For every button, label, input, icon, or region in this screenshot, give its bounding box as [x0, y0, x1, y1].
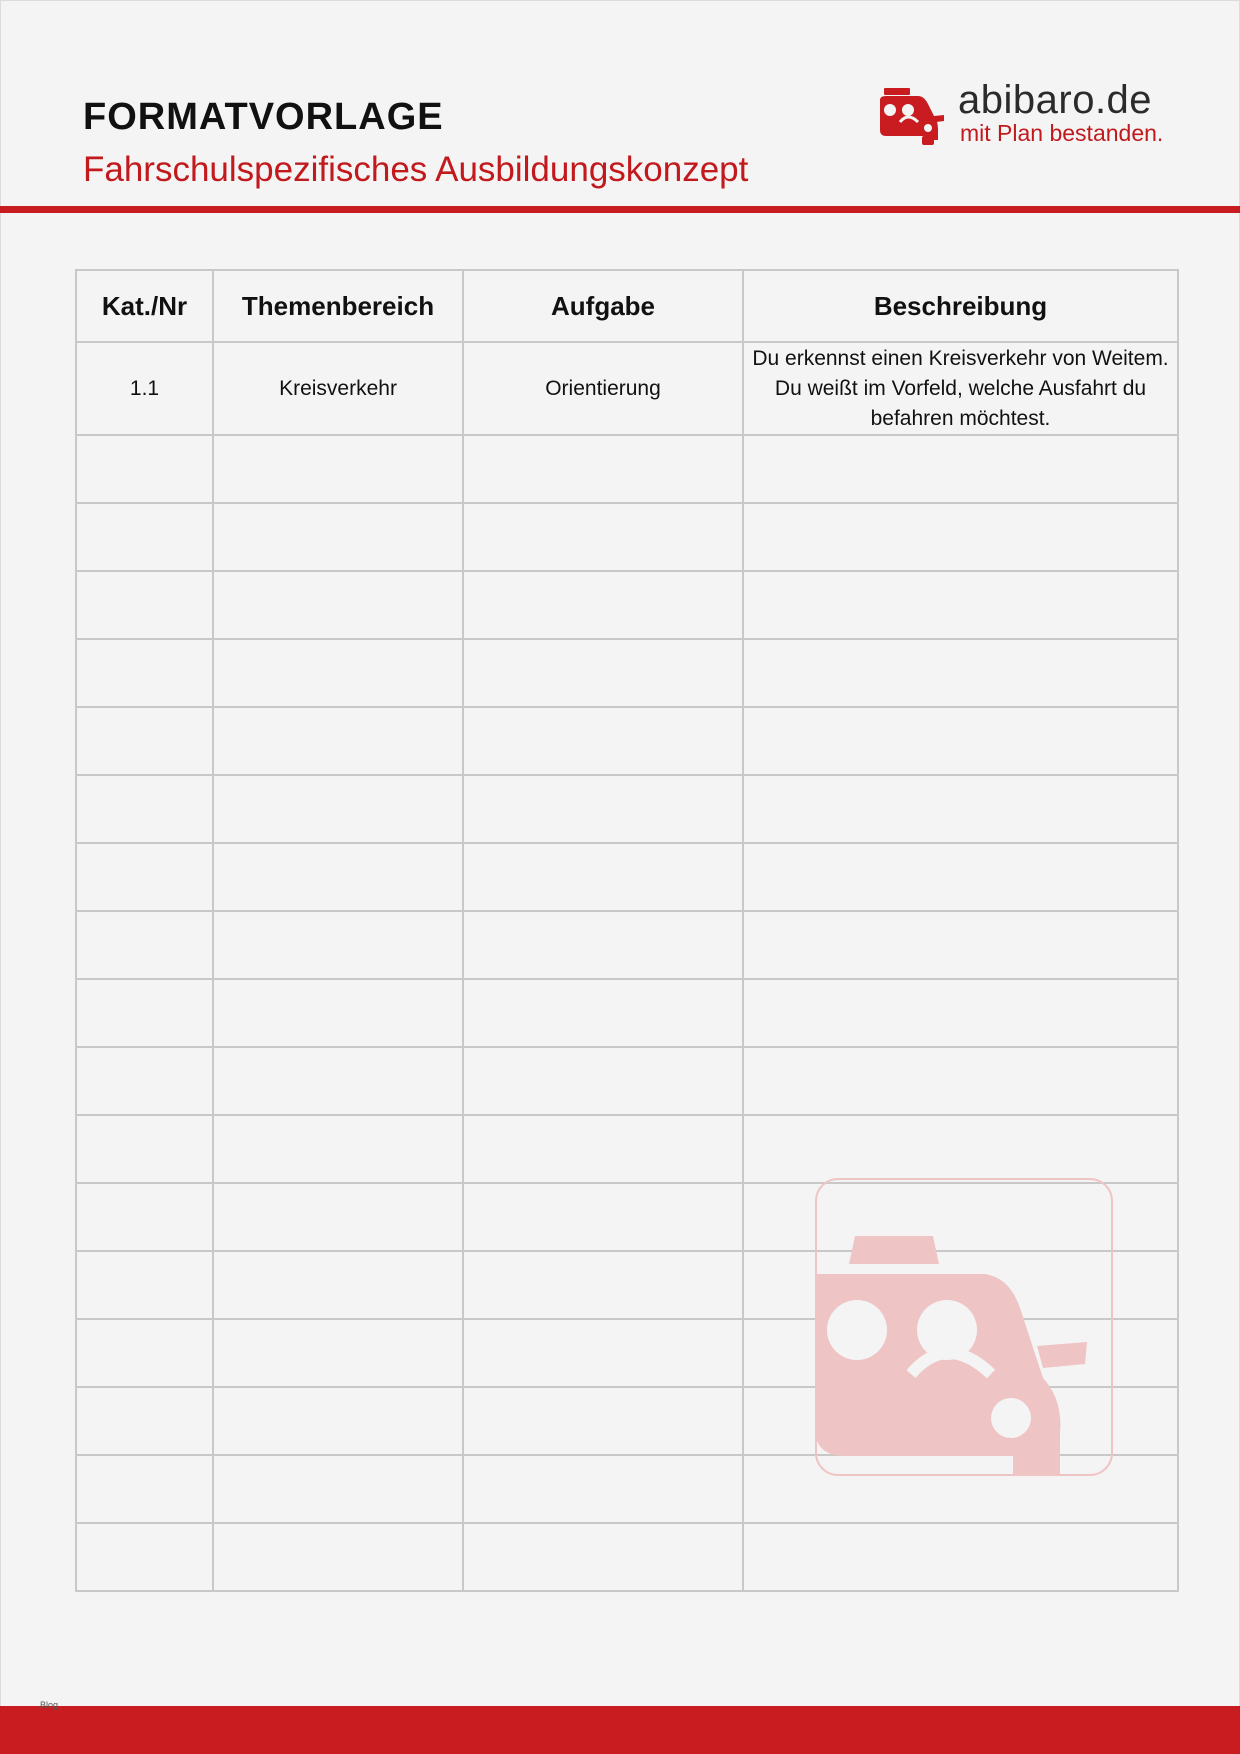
table-row — [76, 1115, 1178, 1183]
table-row — [76, 571, 1178, 639]
cell-beschreibung[interactable]: Du erkennst einen Kreisverkehr von Weitem. Du weißt im Vorfeld, welche Ausfahrt du befahren möchtest. — [743, 342, 1178, 435]
car-icon — [878, 86, 946, 146]
cell-aufgabe[interactable] — [463, 435, 743, 503]
cell-kat-nr[interactable] — [76, 639, 213, 707]
cell-kat-nr[interactable] — [76, 911, 213, 979]
cell-beschreibung[interactable] — [743, 707, 1178, 775]
cell-themenbereich[interactable] — [213, 503, 463, 571]
cell-aufgabe[interactable] — [463, 911, 743, 979]
table-row — [76, 435, 1178, 503]
footer-note: Blog — [40, 1700, 59, 1710]
cell-kat-nr[interactable] — [76, 435, 213, 503]
table-header-row — [76, 270, 1178, 342]
cell-aufgabe[interactable]: Orientierung — [463, 342, 743, 435]
cell-beschreibung[interactable] — [743, 1455, 1178, 1523]
cell-themenbereich[interactable] — [213, 571, 463, 639]
cell-kat-nr[interactable] — [76, 1115, 213, 1183]
cell-kat-nr[interactable] — [76, 1387, 213, 1455]
cell-beschreibung[interactable] — [743, 435, 1178, 503]
cell-aufgabe[interactable] — [463, 639, 743, 707]
table-row — [76, 1183, 1178, 1251]
cell-kat-nr[interactable] — [76, 775, 213, 843]
page-subtitle: Fahrschulspezifisches Ausbildungskonzept — [83, 150, 749, 189]
table-row — [76, 1319, 1178, 1387]
brand-logo[interactable] — [878, 78, 1178, 148]
cell-beschreibung[interactable] — [743, 911, 1178, 979]
cell-aufgabe[interactable] — [463, 1523, 743, 1591]
cell-beschreibung[interactable] — [743, 503, 1178, 571]
cell-themenbereich[interactable] — [213, 843, 463, 911]
cell-kat-nr[interactable]: 1.1 — [76, 342, 213, 435]
column-header-themenbereich: Themenbereich — [213, 270, 463, 342]
cell-aufgabe[interactable] — [463, 979, 743, 1047]
cell-aufgabe[interactable] — [463, 707, 743, 775]
cell-kat-nr[interactable] — [76, 1047, 213, 1115]
table-row — [76, 979, 1178, 1047]
footer-bar — [0, 1706, 1240, 1754]
table-row — [76, 639, 1178, 707]
table-row — [76, 707, 1178, 775]
page-title: FORMATVORLAGE — [83, 96, 444, 138]
cell-beschreibung[interactable] — [743, 1115, 1178, 1183]
cell-themenbereich[interactable] — [213, 1319, 463, 1387]
training-concept-table — [75, 269, 1179, 1592]
cell-themenbereich[interactable] — [213, 707, 463, 775]
cell-themenbereich[interactable] — [213, 639, 463, 707]
cell-themenbereich[interactable] — [213, 1115, 463, 1183]
cell-kat-nr[interactable] — [76, 571, 213, 639]
cell-themenbereich[interactable] — [213, 1387, 463, 1455]
cell-kat-nr[interactable] — [76, 843, 213, 911]
cell-beschreibung[interactable] — [743, 1523, 1178, 1591]
cell-kat-nr[interactable] — [76, 1523, 213, 1591]
cell-themenbereich[interactable] — [213, 1047, 463, 1115]
cell-aufgabe[interactable] — [463, 503, 743, 571]
table-row — [76, 503, 1178, 571]
cell-aufgabe[interactable] — [463, 1183, 743, 1251]
cell-aufgabe[interactable] — [463, 1047, 743, 1115]
cell-aufgabe[interactable] — [463, 1115, 743, 1183]
cell-beschreibung[interactable] — [743, 571, 1178, 639]
cell-kat-nr[interactable] — [76, 1455, 213, 1523]
cell-themenbereich[interactable] — [213, 911, 463, 979]
cell-beschreibung[interactable] — [743, 1183, 1178, 1251]
cell-kat-nr[interactable] — [76, 503, 213, 571]
column-header-beschreibung: Beschreibung — [743, 270, 1178, 342]
cell-beschreibung[interactable] — [743, 979, 1178, 1047]
cell-beschreibung[interactable] — [743, 1047, 1178, 1115]
cell-beschreibung[interactable] — [743, 1387, 1178, 1455]
cell-aufgabe[interactable] — [463, 775, 743, 843]
logo-name: abibaro.de — [958, 78, 1153, 122]
cell-themenbereich[interactable] — [213, 775, 463, 843]
cell-aufgabe[interactable] — [463, 1251, 743, 1319]
cell-themenbereich[interactable] — [213, 1251, 463, 1319]
cell-beschreibung[interactable] — [743, 843, 1178, 911]
table-row — [76, 1455, 1178, 1523]
column-header-kat-nr: Kat./Nr — [76, 270, 213, 342]
table-row — [76, 1523, 1178, 1591]
cell-beschreibung[interactable] — [743, 639, 1178, 707]
cell-themenbereich[interactable]: Kreisverkehr — [213, 342, 463, 435]
table-row — [76, 843, 1178, 911]
cell-aufgabe[interactable] — [463, 1455, 743, 1523]
cell-aufgabe[interactable] — [463, 1319, 743, 1387]
cell-themenbereich[interactable] — [213, 1455, 463, 1523]
cell-aufgabe[interactable] — [463, 1387, 743, 1455]
table-row — [76, 1387, 1178, 1455]
header-divider — [0, 206, 1240, 213]
cell-aufgabe[interactable] — [463, 843, 743, 911]
cell-themenbereich[interactable] — [213, 1523, 463, 1591]
table-row — [76, 1047, 1178, 1115]
cell-aufgabe[interactable] — [463, 571, 743, 639]
table-row — [76, 775, 1178, 843]
cell-kat-nr[interactable] — [76, 979, 213, 1047]
cell-themenbereich[interactable] — [213, 435, 463, 503]
table-row — [76, 1251, 1178, 1319]
cell-kat-nr[interactable] — [76, 707, 213, 775]
cell-themenbereich[interactable] — [213, 1183, 463, 1251]
cell-beschreibung[interactable] — [743, 1251, 1178, 1319]
column-header-aufgabe: Aufgabe — [463, 270, 743, 342]
table-row — [76, 911, 1178, 979]
cell-kat-nr[interactable] — [76, 1183, 213, 1251]
cell-kat-nr[interactable] — [76, 1319, 213, 1387]
cell-beschreibung[interactable] — [743, 1319, 1178, 1387]
cell-beschreibung[interactable] — [743, 775, 1178, 843]
cell-themenbereich[interactable] — [213, 979, 463, 1047]
table-row — [76, 342, 1178, 435]
cell-kat-nr[interactable] — [76, 1251, 213, 1319]
logo-tagline: mit Plan bestanden. — [960, 120, 1164, 146]
